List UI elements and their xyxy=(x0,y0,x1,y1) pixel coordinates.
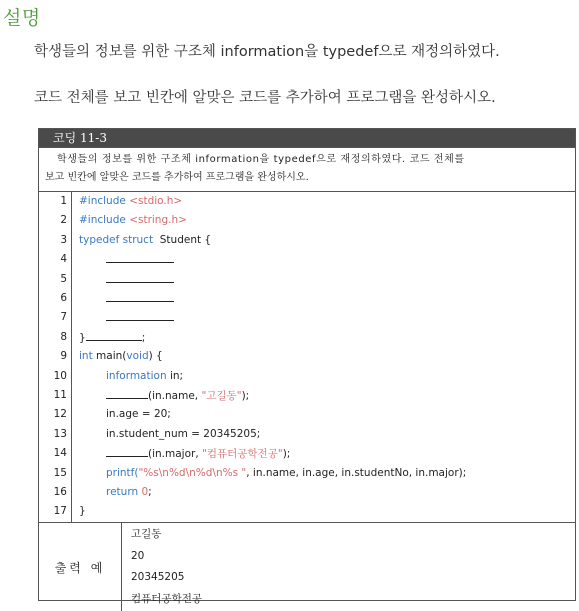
coding-exercise-box xyxy=(38,128,576,605)
description-line: 보고 빈칸에 알맞은 코드를 추가하여 프로그램을 완성하시오. xyxy=(45,172,309,183)
line-number: 2 xyxy=(60,214,67,227)
output-line: 20 xyxy=(131,549,145,562)
code-line xyxy=(39,308,575,327)
instruction-text-1: 학생들의 정보를 위한 구조체 information을 typedef으로 재정의하였다. xyxy=(34,44,500,60)
instruction-text-2: 코드 전체를 보고 빈칸에 알맞은 코드를 추가하여 프로그램을 완성하시오. xyxy=(34,90,496,106)
output-lines xyxy=(131,524,202,610)
code-punct: ) { xyxy=(148,350,163,363)
code-line xyxy=(39,464,575,483)
return-value: 0 xyxy=(141,486,149,498)
answer-blank[interactable] xyxy=(106,250,174,263)
exercise-title: 코딩 11-3 xyxy=(39,129,575,147)
code-line xyxy=(39,231,575,250)
answer-blank[interactable] xyxy=(106,289,174,302)
closing-brace: } xyxy=(79,505,86,518)
semicolon: ; xyxy=(141,331,146,344)
line-number: 13 xyxy=(53,427,67,440)
code-text xyxy=(79,464,466,483)
line-number: 10 xyxy=(53,369,67,382)
header-name: <stdio.h> xyxy=(129,195,183,207)
line-number: 9 xyxy=(60,350,67,363)
code-line xyxy=(39,386,575,405)
code-punct: ; xyxy=(148,486,152,498)
output-line: 컴퓨터공학전공 xyxy=(131,592,203,605)
code-text xyxy=(79,483,152,502)
line-number: 14 xyxy=(53,447,67,460)
preprocessor-keyword: #include xyxy=(79,214,126,227)
code-line xyxy=(39,270,575,289)
code-text xyxy=(79,328,145,348)
call-args: (in.major, xyxy=(148,448,203,461)
assignment: in.age = 20; xyxy=(106,408,171,421)
assignment: in.student_num = 20345205; xyxy=(106,427,261,440)
call-args: , in.name, in.age, in.studentNo, in.major); xyxy=(246,466,467,479)
line-number: 17 xyxy=(53,505,67,518)
line-number: 16 xyxy=(53,486,67,498)
line-number: 1 xyxy=(60,195,67,207)
typedef-keyword: typedef struct xyxy=(79,233,154,246)
code-text xyxy=(79,444,290,464)
line-number: 4 xyxy=(60,253,67,266)
return-keyword: return xyxy=(106,486,139,498)
void-keyword: void xyxy=(126,350,149,363)
string-literal: "고길동" xyxy=(201,390,242,402)
code-line xyxy=(39,250,575,269)
section-heading: 설명 xyxy=(3,7,41,29)
line-number: 5 xyxy=(60,272,67,285)
code-line xyxy=(39,425,575,444)
line-number: 15 xyxy=(53,466,67,479)
code-text xyxy=(79,192,182,211)
answer-blank[interactable] xyxy=(106,444,148,457)
code-punct: ); xyxy=(241,390,250,402)
header-name: <string.h> xyxy=(129,214,187,227)
line-number: 11 xyxy=(53,389,67,401)
line-number: 7 xyxy=(60,311,67,324)
output-label: 출력 예 xyxy=(39,523,122,611)
code-line xyxy=(39,483,575,502)
code-text xyxy=(79,289,174,309)
code-line xyxy=(39,192,575,211)
line-number: 3 xyxy=(60,233,67,246)
code-line xyxy=(39,444,575,463)
code-line xyxy=(39,502,575,521)
code-line xyxy=(39,405,575,424)
code-text xyxy=(79,425,260,444)
code-text xyxy=(79,308,174,328)
code-text xyxy=(79,386,249,406)
code-text xyxy=(79,231,211,250)
function-name: printf( xyxy=(106,466,139,479)
output-line: 20345205 xyxy=(131,571,185,583)
answer-blank[interactable] xyxy=(106,386,148,399)
exercise-description xyxy=(39,147,575,192)
output-example xyxy=(39,523,575,611)
string-literal: "컴퓨터공학전공" xyxy=(202,448,283,461)
type-name: information xyxy=(106,369,167,382)
answer-blank[interactable] xyxy=(106,270,174,283)
code-text xyxy=(79,405,171,424)
type-keyword: int xyxy=(79,350,93,363)
code-punct: ); xyxy=(282,448,291,461)
struct-name: Student { xyxy=(159,233,212,246)
output-line: 고길동 xyxy=(131,528,162,540)
line-number: 8 xyxy=(60,330,67,343)
description-line: 학생들의 정보를 위한 구조체 information을 typedef으로 재정의하였다. 코드 전체를 xyxy=(57,154,465,165)
call-args: (in.name, xyxy=(148,390,202,402)
answer-blank[interactable] xyxy=(106,308,174,321)
code-listing xyxy=(39,192,575,523)
code-text xyxy=(79,502,86,521)
code-text xyxy=(79,250,174,270)
closing-brace: } xyxy=(79,331,86,344)
code-line xyxy=(39,367,575,386)
variable-decl: in; xyxy=(169,369,184,382)
function-name: main( xyxy=(96,350,127,363)
code-text xyxy=(79,211,187,230)
line-number: 12 xyxy=(53,408,67,421)
code-text xyxy=(79,270,174,290)
line-number: 6 xyxy=(60,292,67,304)
preprocessor-keyword: #include xyxy=(79,195,126,207)
format-string: "%s\n%d\n%d\n%s " xyxy=(138,466,247,479)
code-text xyxy=(79,367,183,386)
code-line xyxy=(39,211,575,230)
answer-blank[interactable] xyxy=(86,328,142,341)
code-line xyxy=(39,347,575,366)
code-text xyxy=(79,347,163,366)
code-line xyxy=(39,328,575,347)
code-line xyxy=(39,289,575,308)
